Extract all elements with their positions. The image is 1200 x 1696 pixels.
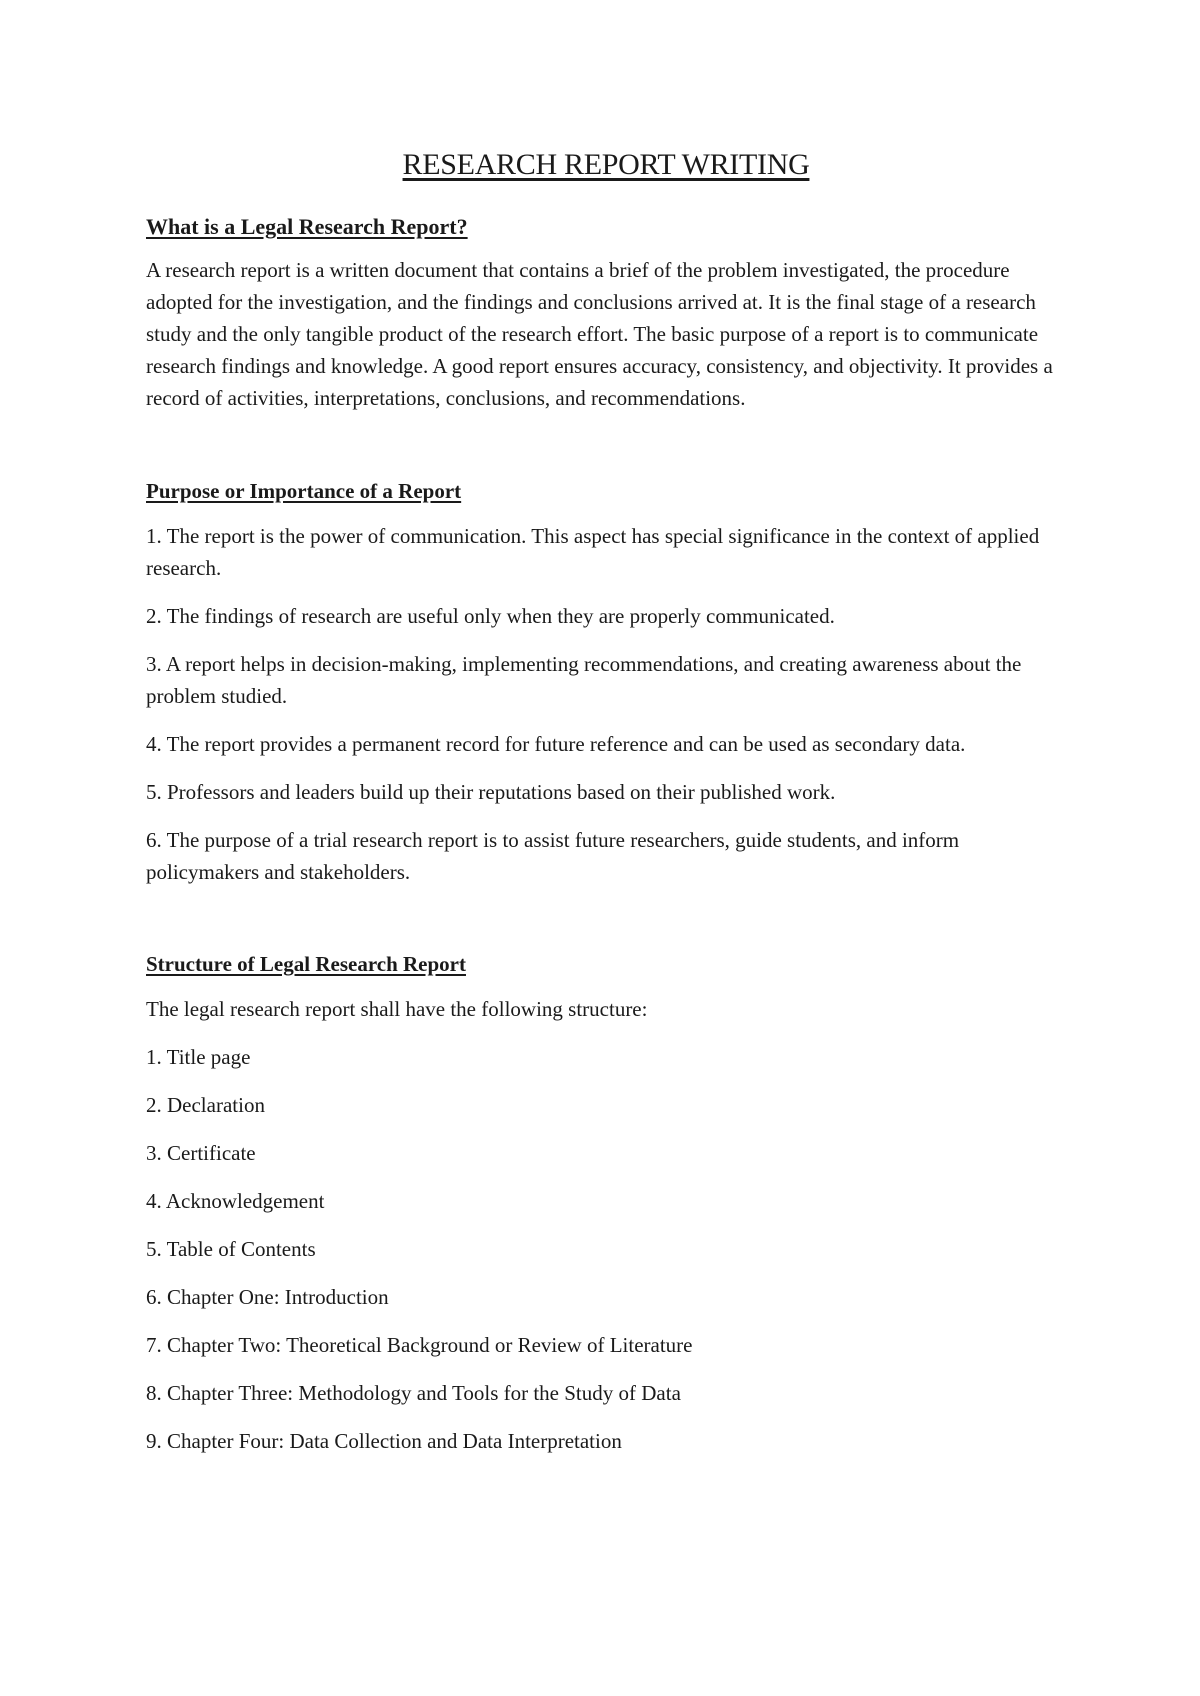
document-page [146, 148, 1066, 1473]
list-item: 1. Title page [146, 1045, 251, 1069]
structure-intro: The legal research report shall have the following structure: [146, 997, 648, 1021]
intro-paragraph: A research report is a written document that contains a brief of the problem investigated, the procedure adopted for the investigation, and the findings and conclusions arrived at. It is the final stage of a research study and the only tangible product of the research effort. The basic purpose of a report is to communicate research findings and knowledge. A good report ensures accuracy, consistency, and objectivity. It provides a record of activities, interpretations, conclusions, and recommendations. [146, 258, 1053, 410]
list-item: 4. The report provides a permanent record for future reference and can be used as secondary data. [146, 732, 966, 756]
list-item: 8. Chapter Three: Methodology and Tools for the Study of Data [146, 1381, 681, 1405]
document-title: RESEARCH REPORT WRITING [402, 148, 810, 181]
list-item: 6. Chapter One: Introduction [146, 1285, 389, 1309]
list-item: 1. The report is the power of communication. This aspect has special significance in the context of applied research. [146, 524, 1040, 580]
purpose-list [146, 520, 1066, 888]
section-heading-purpose: Purpose or Importance of a Report [146, 479, 462, 503]
structure-list [146, 1041, 1066, 1457]
list-item: 9. Chapter Four: Data Collection and Data Interpretation [146, 1429, 622, 1453]
section-heading-what-is: What is a Legal Research Report? [146, 214, 468, 239]
section-purpose [146, 479, 1066, 888]
list-item: 3. A report helps in decision-making, implementing recommendations, and creating awareness about the problem studied. [146, 652, 1022, 708]
section-what-is [146, 214, 1066, 414]
list-item: 2. Declaration [146, 1093, 265, 1117]
list-item: 7. Chapter Two: Theoretical Background or Review of Literature [146, 1333, 693, 1357]
section-structure [146, 952, 1066, 1457]
list-item: 3. Certificate [146, 1141, 256, 1165]
list-item: 6. The purpose of a trial research report is to assist future researchers, guide students, and inform policymakers and stakeholders. [146, 828, 960, 884]
list-item: 5. Table of Contents [146, 1237, 316, 1261]
section-heading-structure: Structure of Legal Research Report [146, 952, 466, 976]
list-item: 4. Acknowledgement [146, 1189, 325, 1213]
list-item: 5. Professors and leaders build up their reputations based on their published work. [146, 780, 836, 804]
list-item: 2. The findings of research are useful only when they are properly communicated. [146, 604, 835, 628]
